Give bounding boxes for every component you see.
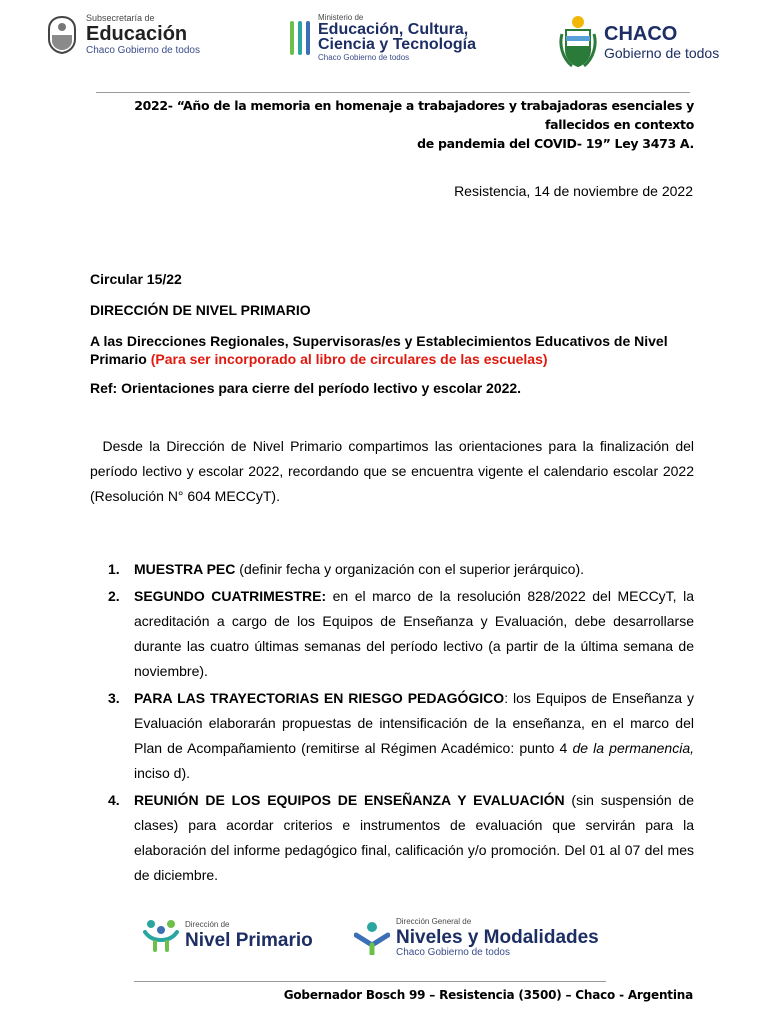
ministerio-logo-line2: Ciencia y Tecnología (318, 36, 476, 53)
list-item (108, 788, 694, 888)
footer-address: Gobernador Bosch 99 – Resistencia (3500) – Chaco - Argentina (283, 988, 693, 1002)
intro-paragraph (90, 434, 694, 509)
item-number: 4. (108, 792, 120, 808)
figure-icon (354, 921, 390, 955)
item-text-a: : los Equipos de Enseñanza y Evaluación elaborarán propuestas de intensificación de la enseñanza, en el marco del Plan de Acompañamiento (remitirse al Régimen Académico: punto 4 (134, 690, 694, 756)
chaco-logo-tag: Gobierno de todos (604, 45, 720, 61)
list-item (108, 557, 694, 582)
logo-subsecretaria-educacion (46, 14, 200, 56)
item-title: PARA LAS TRAYECTORIAS EN RIESGO PEDAGÓGICO (134, 690, 505, 706)
item-text-b: inciso d). (134, 765, 191, 781)
nivel-primario-sub: Dirección de (185, 919, 230, 929)
footer-divider (134, 981, 606, 982)
educacion-logo-sub: Subsecretaría de (86, 13, 155, 23)
educacion-logo-main: Educación (86, 23, 188, 45)
recipients-text: A las Direcciones Regionales, Supervisoras/es y Establecimientos Educativos de Nivel Primario (90, 333, 668, 367)
logo-chaco (558, 14, 719, 70)
intro-text: Desde la Dirección de Nivel Primario compartimos las orientaciones para la finalización del período lectivo y escolar 2022, recordando que se encuentra vigente el calendario escolar 2022 (Resolución N° 604 MECCyT). (90, 438, 694, 504)
educacion-logo-tag: Chaco Gobierno de todos (86, 45, 200, 56)
niveles-sub: Dirección General de (396, 917, 472, 926)
ministerio-logo-line1: Educación, Cultura, (318, 21, 469, 38)
logo-niveles-modalidades (354, 918, 599, 958)
nivel-primario-main: Nivel Primario (185, 929, 313, 951)
chaco-logo-main: CHACO (604, 23, 678, 45)
niveles-tag: Chaco Gobierno de todos (396, 947, 510, 958)
item-number: 2. (108, 588, 120, 604)
recipients-note: (Para ser incorporado al libro de circulares de las escuelas) (150, 351, 548, 367)
item-text: (sin suspensión de clases) para acordar criterios e instrumentos de evaluación que servirán para la elaboración del informe pedagógico final, calificación y/o promoción. Del 01 al 07 del mes de diciembre. (134, 792, 694, 883)
children-figures-icon (143, 918, 179, 952)
ministerio-bars-icon (290, 21, 310, 55)
item-title: MUESTRA PEC (134, 561, 236, 577)
list-item (108, 584, 694, 684)
item-number: 1. (108, 561, 120, 577)
document-date: Resistencia, 14 de noviembre de 2022 (454, 183, 693, 199)
chaco-coat-of-arms-icon (558, 14, 598, 70)
orientations-list (108, 557, 694, 890)
year-motto (96, 96, 694, 153)
coat-of-arms-icon (46, 15, 78, 55)
logo-ministerio (290, 14, 476, 62)
reference-line: Ref: Orientaciones para cierre del período lectivo y escolar 2022. (90, 380, 522, 396)
circular-number: Circular 15/22 (90, 271, 182, 287)
direction-title: DIRECCIÓN DE NIVEL PRIMARIO (90, 302, 311, 318)
logo-nivel-primario (143, 918, 313, 952)
item-number: 3. (108, 690, 120, 706)
item-title: SEGUNDO CUATRIMESTRE: (134, 588, 327, 604)
motto-line-1: 2022- “Año de la memoria en homenaje a trabajadores y trabajadoras esenciales y fallecidos en contexto (134, 98, 694, 132)
ministerio-logo-tag: Chaco Gobierno de todos (318, 53, 410, 62)
item-title: REUNIÓN DE LOS EQUIPOS DE ENSEÑANZA Y EVALUACIÓN (134, 792, 565, 808)
motto-line-2: de pandemia del COVID- 19” Ley 3473 A. (417, 136, 694, 151)
list-item (108, 686, 694, 786)
niveles-main: Niveles y Modalidades (396, 927, 599, 948)
item-italic: de la permanencia, (572, 740, 695, 756)
item-text: en el marco de la resolución 828/2022 del MECCyT, la acreditación a cargo de los Equipos de Enseñanza y Evaluación, debe desarrollarse durante las cuatro últimas semanas del período lectivo (a partir de la última semana de noviembre). (134, 588, 694, 679)
header-divider (96, 92, 690, 93)
ministerio-logo-sub: Ministerio de (318, 13, 364, 22)
item-text: (definir fecha y organización con el superior jerárquico). (235, 561, 585, 577)
recipients (90, 332, 694, 368)
